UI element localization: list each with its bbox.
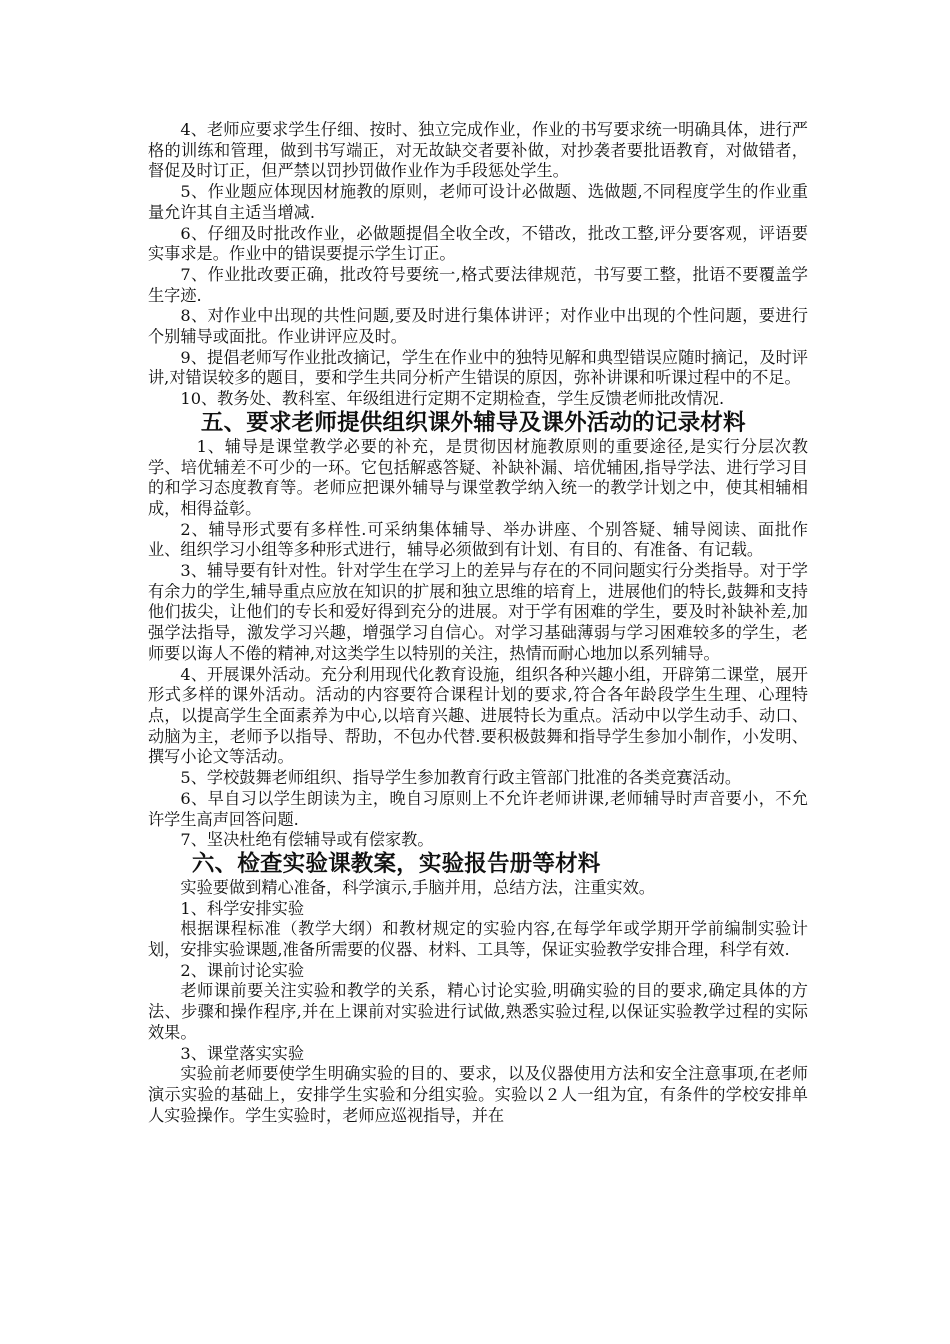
section-heading: 六、检查实验课教案，实验报告册等材料: [191, 850, 601, 877]
paragraph: 6、仔细及时批改作业，必做题提倡全收全改，不错改，批改工整,评分要客观，评语要实事求是。作业中的错误要提示学生订正。: [148, 223, 808, 264]
paragraph: 实验前老师要使学生明确实验的目的、要求，以及仪器使用方法和安全注意事项,在老师演示实验的基础上，安排学生实验和分组实验。实验以２人一组为宜，有条件的学校安排单人实验操作。学生实验时，老师应巡视指导，并在: [148, 1064, 808, 1125]
section-heading: 五、要求老师提供组织课外辅导及课外活动的记录材料: [200, 409, 746, 436]
paragraph: 实验要做到精心准备，科学演示,手脑并用，总结方法，注重实效。: [180, 877, 655, 897]
subheading: 2、课前讨论实验: [180, 960, 305, 980]
paragraph: 3、辅导要有针对性。针对学生在学习上的差异与存在的不同问题实行分类指导。对于学有余力的学生,辅导重点应放在知识的扩展和独立思维的培育上，进展他们的特长,鼓舞和支持他们拔尖，让他们的专长和爱好得到充分的进展。对于学有困难的学生，要及时补缺补差,加强学法指导，激发学习兴趣，增强学习自信心。对学习基础薄弱与学习困难较多的学生，老师要以诲人不倦的精神,对这类学生以特别的关注，热情而耐心地加以系列辅导。: [148, 561, 808, 663]
paragraph: 9、提倡老师写作业批改摘记，学生在作业中的独特见解和典型错误应随时摘记，及时评讲,对错误较多的题目，要和学生共同分析产生错误的原因，弥补讲课和听课过程中的不足。: [148, 347, 808, 388]
paragraph: 5、作业题应体现因材施教的原则，老师可设计必做题、选做题,不同程度学生的作业重量允许其自主适当增减.: [148, 182, 808, 222]
paragraph: 4、老师应要求学生仔细、按时、独立完成作业，作业的书写要求统一明确具体，进行严格的训练和管理，做到书写端正，对无故缺交者要补做，对抄袭者要批语教育，对做错者，督促及时订正，但严禁以罚抄罚做作业作为手段惩处学生。: [148, 120, 808, 181]
paragraph: 10、教务处、教科室、年级组进行定期不定期检查，学生反馈老师批改情况.: [180, 389, 725, 409]
paragraph: 8、对作业中出现的共性问题,要及时进行集体讲评；对作业中出现的个性问题，要进行个别辅导或面批。作业讲评应及时。: [148, 306, 808, 347]
subheading: 1、科学安排实验: [180, 898, 305, 918]
paragraph: 6、早自习以学生朗读为主，晚自习原则上不允许老师讲课,老师辅导时声音要小，不允许学生高声回答问题.: [148, 788, 808, 829]
paragraph: 7、作业批改要正确，批改符号要统一,格式要法律规范，书写要工整，批语不要覆盖学生字迹.: [148, 264, 808, 305]
paragraph: 7、坚决杜绝有偿辅导或有偿家教。: [180, 830, 434, 850]
paragraph: 2、辅导形式要有多样性.可采纳集体辅导、举办讲座、个别答疑、辅导阅读、面批作业、组织学习小组等多种形式进行，辅导必须做到有计划、有目的、有准备、有记载。: [148, 519, 808, 560]
paragraph: 4、开展课外活动。充分利用现代化教育设施，组织各种兴趣小组，开辟第二课堂，展开形式多样的课外活动。活动的内容要符合课程计划的要求,符合各年龄段学生生理、心理特点，以提高学生全面素养为中心,以培育兴趣、进展特长为重点。活动中以学生动手、动口、动脑为主，老师予以指导、帮助，不包办代替.要积极鼓舞和指导学生参加小制作，小发明、撰写小论文等活动。: [148, 664, 808, 767]
paragraph: 老师课前要关注实验和教学的关系，精心讨论实验,明确实验的目的要求,确定具体的方法、步骤和操作程序,并在上课前对实验进行试做,熟悉实验过程,以保证实验教学过程的实际效果。: [148, 981, 808, 1042]
paragraph: 根据课程标准（教学大纲）和教材规定的实验内容,在每学年或学期开学前编制实验计划，安排实验课题,准备所需要的仪器、材料、工具等，保证实验教学安排合理，科学有效.: [148, 919, 808, 960]
document-page: [148, 120, 808, 1126]
paragraph: 5、学校鼓舞老师组织、指导学生参加教育行政主管部门批准的各类竞赛活动。: [180, 768, 742, 788]
paragraph: 1、辅导是课堂教学必要的补充，是贯彻因材施教原则的重要途径,是实行分层次教学、培优辅差不可少的一环。它包括解惑答疑、补缺补漏、培优辅困,指导学法、进行学习目的和学习态度教育等。老师应把课外辅导与课堂教学纳入统一的教学计划之中，使其相辅相成，相得益彰。: [148, 436, 808, 518]
subheading: 3、课堂落实实验: [180, 1043, 305, 1063]
